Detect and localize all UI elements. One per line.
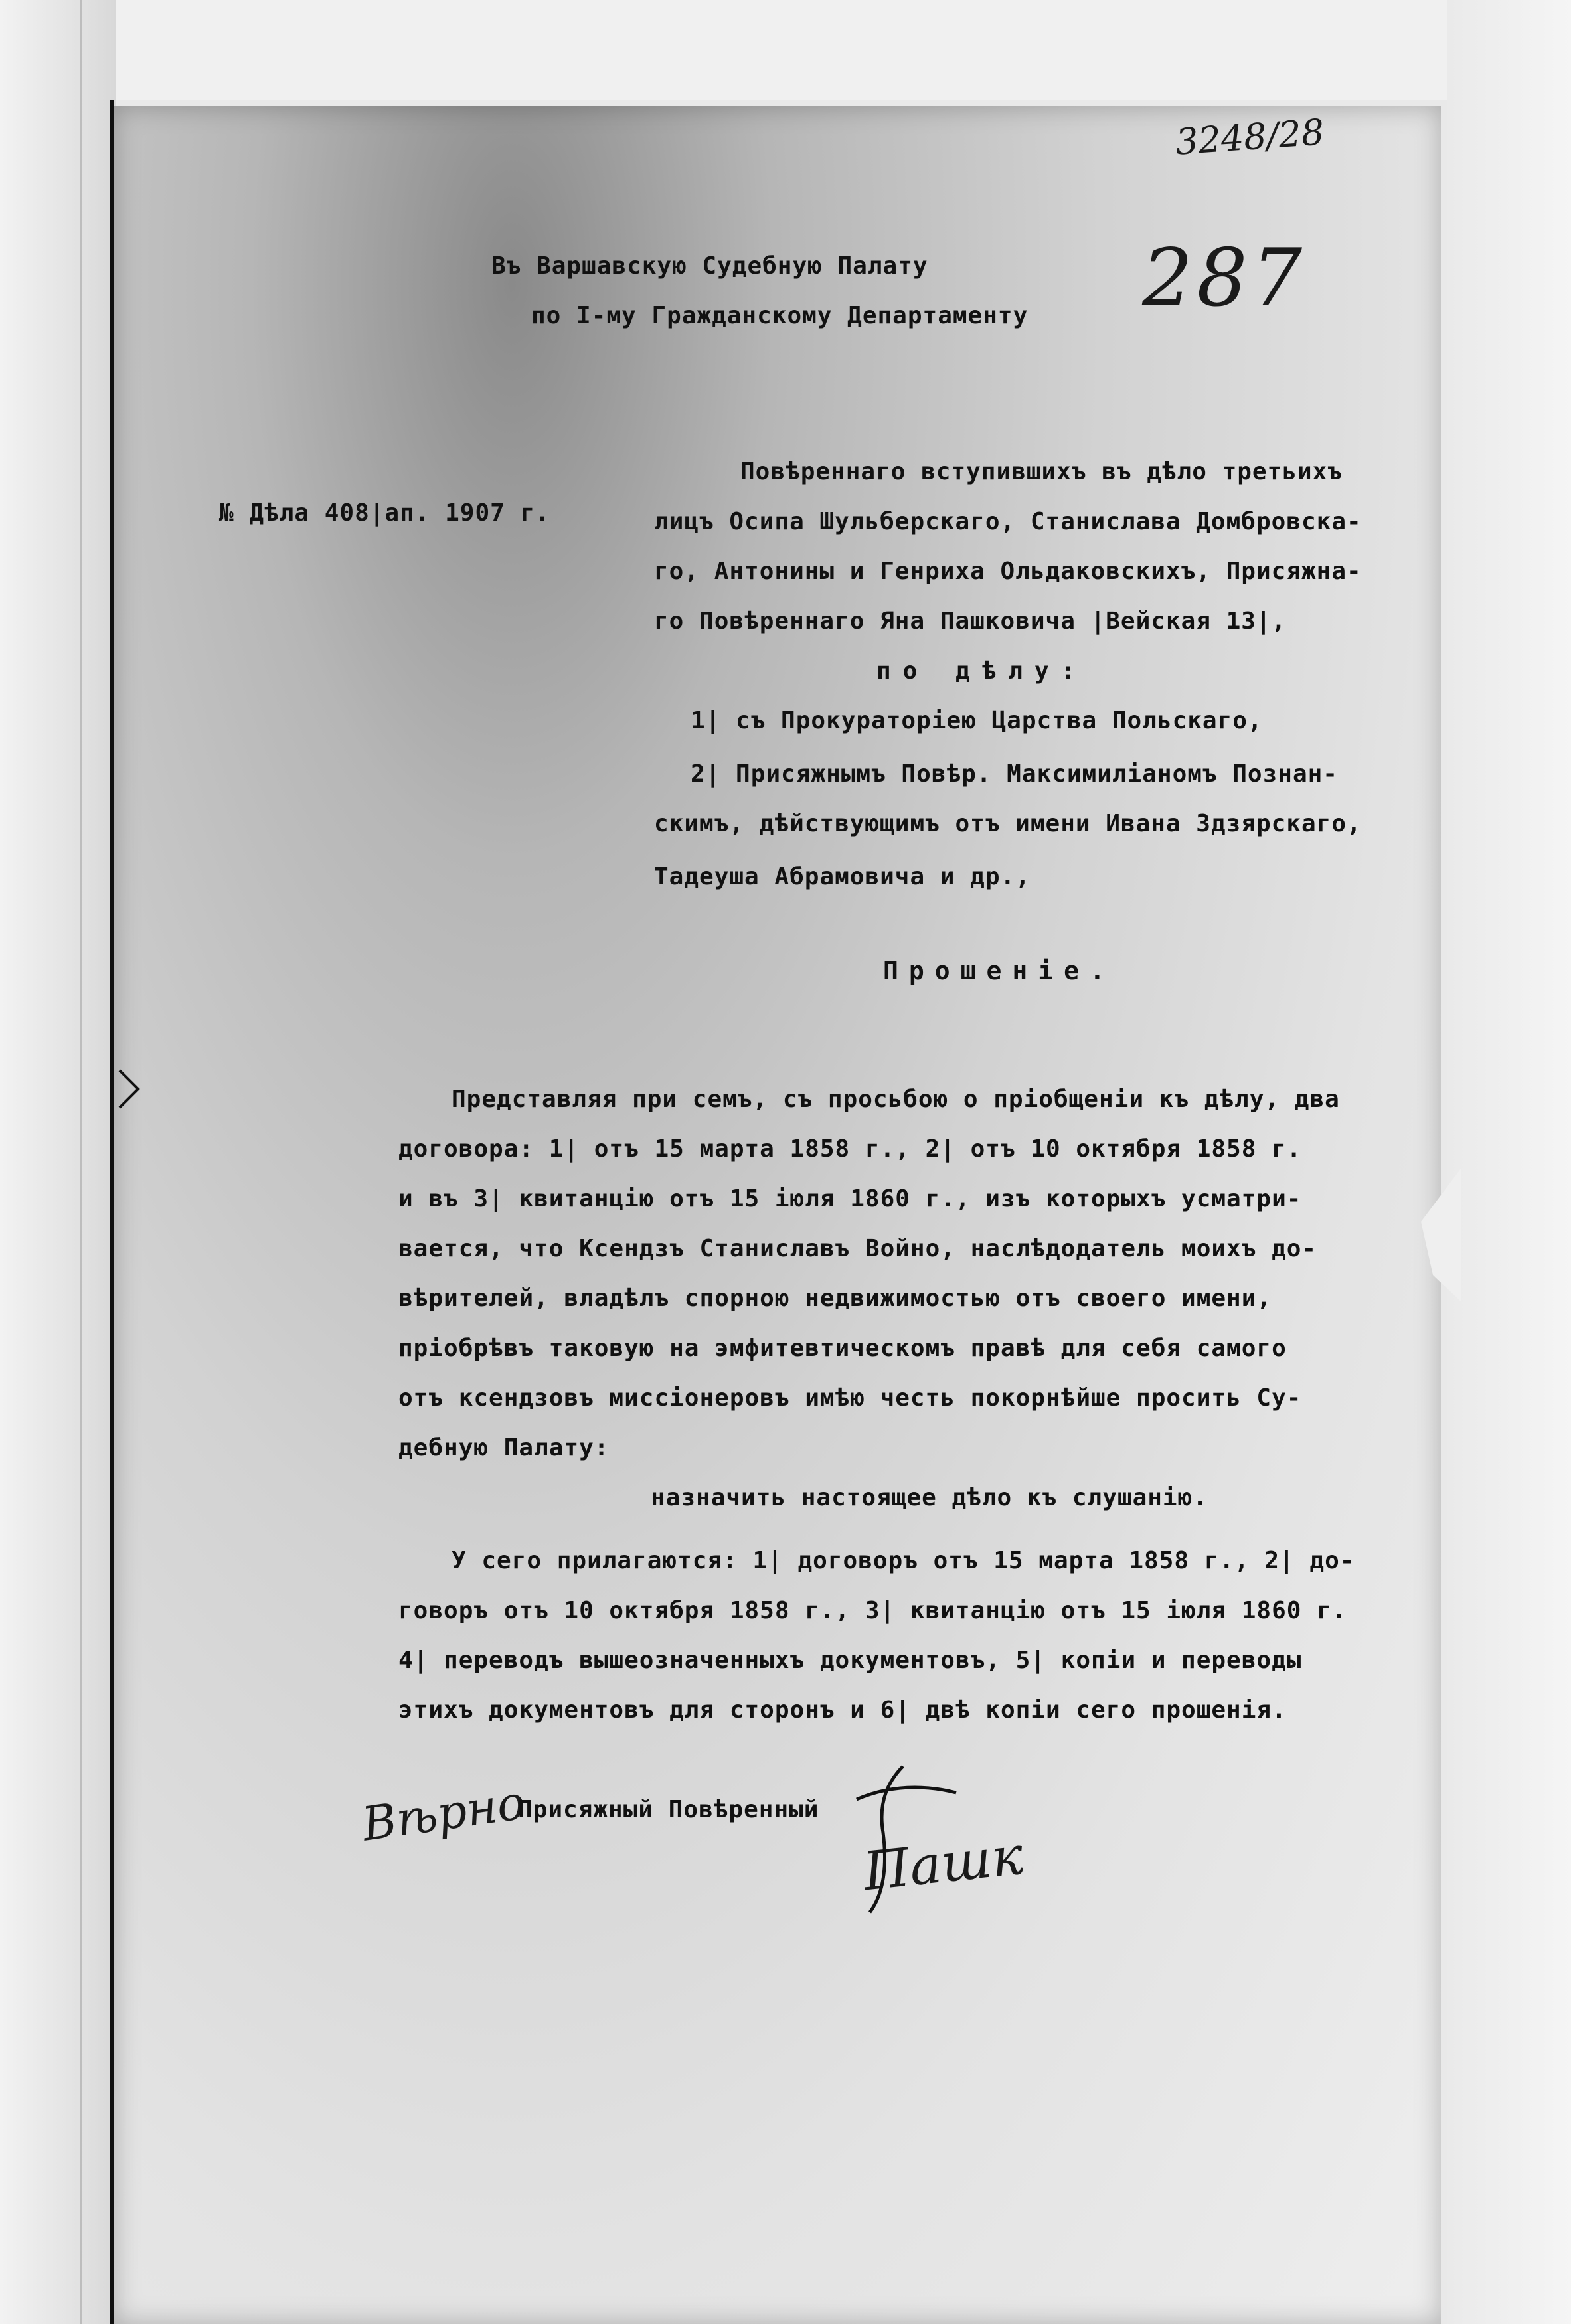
document-sheet	[114, 106, 1441, 2324]
margin-arrow-mark	[118, 1069, 145, 1109]
opponent-1: 1| съ Прокураторіею Царства Польскаго,	[691, 707, 1263, 734]
sheet-left-border	[110, 100, 114, 2324]
attachments-line-3: 4| переводъ вышеозначенныхъ документовъ, 5| копіи и переводы	[398, 1647, 1302, 1674]
body-line-4: вается, что Ксендзъ Станиславъ Войно, наслѣдодатель моихъ до-	[398, 1235, 1317, 1262]
party-line-4: го Повѣреннаго Яна Пашковича |Вейская 13|,	[654, 608, 1287, 635]
body-line-3: и въ 3| квитанцію отъ 15 іюля 1860 г., изъ которыхъ усматри-	[398, 1185, 1302, 1212]
film-edge-line	[80, 0, 82, 2324]
signature-flourish	[830, 1753, 1003, 1926]
verno-handwritten: Вѣрно	[359, 1775, 529, 1852]
body-line-6: пріобрѣвъ таковую на эмфитевтическомъ правѣ для себя самого	[398, 1335, 1287, 1362]
opponent-2-line-3: Тадеуша Абрамовича и др.,	[654, 863, 1031, 890]
party-line-1: Повѣреннаго вступившихъ въ дѣло третьихъ	[740, 458, 1343, 485]
petition-heading: Прошеніе.	[883, 956, 1116, 985]
body-line-8: дебную Палату:	[398, 1434, 610, 1461]
addressee-line-2: по I-му Гражданскому Департаменту	[531, 302, 1029, 329]
film-right-margin	[1447, 0, 1571, 2324]
archive-corner-number: 3248/28	[1174, 111, 1326, 163]
attachments-line-1: У сего прилагаются: 1| договоръ отъ 15 марта 1858 г., 2| до-	[452, 1547, 1355, 1574]
body-line-1: Представляя при семъ, съ просьбою о пріобщеніи къ дѣлу, два	[452, 1086, 1340, 1113]
party-line-3: го, Антонины и Генриха Ольдаковскихъ, Присяжна-	[654, 558, 1362, 585]
opponent-2-line-2: скимъ, дѣйствующимъ отъ имени Ивана Здзярскаго,	[654, 810, 1362, 837]
opponent-2-line-1: 2| Присяжнымъ Повѣр. Максимиліаномъ Познан-	[691, 760, 1338, 788]
signatory-title: Присяжный Повѣренный	[518, 1796, 819, 1823]
party-line-2: лицъ Осипа Шульберскаго, Станислава Домбровска-	[654, 508, 1362, 535]
signature-name: Пашк	[860, 1824, 1027, 1903]
body-line-7: отъ ксендзовъ миссіонеровъ имѣю честь покорнѣйше просить Су-	[398, 1384, 1302, 1412]
film-top-margin	[0, 0, 1571, 100]
film-left-margin	[0, 0, 116, 2324]
by-case-heading: по дѣлу:	[876, 657, 1088, 685]
attachments-line-4: этихъ документовъ для сторонъ и 6| двѣ копіи сего прошенія.	[398, 1697, 1287, 1724]
addressee-line-1: Въ Варшавскую Судебную Палату	[491, 252, 928, 280]
case-reference: № Дѣла 408|ап. 1907 г.	[219, 499, 550, 527]
request-line: назначить настоящее дѣло къ слушанію.	[651, 1484, 1208, 1511]
body-line-5: вѣрителей, владѣлъ спорною недвижимостью отъ своего имени,	[398, 1285, 1272, 1312]
handwritten-case-number: 287	[1142, 232, 1307, 325]
body-line-2: договора: 1| отъ 15 марта 1858 г., 2| отъ 10 октября 1858 г.	[398, 1135, 1302, 1163]
attachments-line-2: говоръ отъ 10 октября 1858 г., 3| квитанцію отъ 15 іюля 1860 г.	[398, 1597, 1347, 1624]
